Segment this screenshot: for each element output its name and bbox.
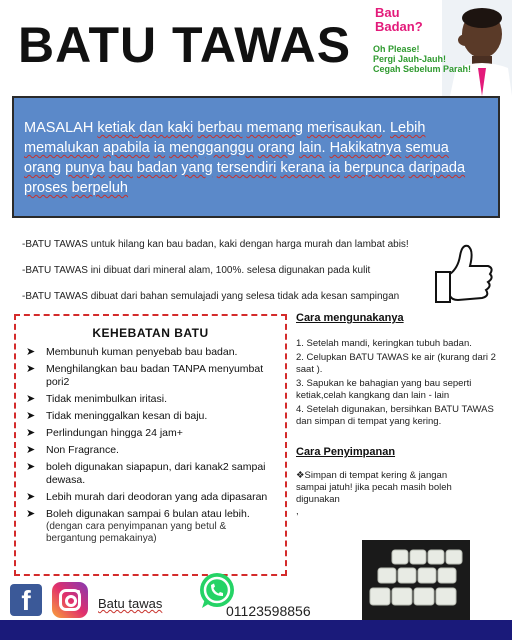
- social-handle: Batu tawas: [98, 596, 163, 611]
- list-item: ➤ Non Fragrance.: [26, 444, 119, 456]
- usage-step: 3. Sapukan ke bahagian yang bau seperti ketiak,celah kangkang dan lain - lain: [296, 378, 472, 401]
- list-item: ➤ Menghilangkan bau badan TANPA menyumbat pori2: [26, 363, 264, 388]
- intro-word: proses: [24, 180, 68, 196]
- soap-photo-icon: [362, 540, 470, 620]
- intro-box: [12, 96, 500, 218]
- footer-bar: [0, 620, 512, 640]
- intro-word: tersendiri: [216, 160, 277, 176]
- intro-word: mengganggu: [169, 140, 254, 156]
- ad-banner: [365, 0, 512, 96]
- intro-word: bau: [108, 160, 133, 176]
- intro-word: MASALAH: [24, 120, 98, 136]
- benefit-line-3: -BATU TAWAS dibuat dari bahan semulajadi yang selesa tidak ada kesan sampingan: [22, 291, 400, 302]
- ad-tagline: [373, 44, 471, 74]
- storage-section: [296, 446, 506, 518]
- intro-word: ia: [153, 140, 166, 156]
- storage-heading: Cara Penyimpanan: [296, 446, 396, 458]
- usage-steps: [296, 338, 506, 428]
- arrow-bullet-icon: ➤: [26, 491, 36, 503]
- arrow-bullet-icon: ➤: [26, 461, 36, 473]
- intro-word: orang: [257, 140, 295, 156]
- usage-heading: Cara mengunakanya: [296, 312, 404, 324]
- intro-word: memang: [246, 120, 303, 136]
- intro-word: memalukan: [24, 140, 99, 156]
- intro-word: kerana: [280, 160, 325, 176]
- instagram-lens: [65, 595, 77, 607]
- usage-section: [296, 312, 506, 428]
- intro-word: .: [321, 140, 330, 156]
- list-item: ➤ Tidak meninggalkan kesan di baju.: [26, 410, 208, 422]
- benefits-note: (dengan cara penyimpanan yang betul & bergantung pemakainya): [46, 521, 227, 544]
- benefits-list: [24, 346, 277, 545]
- ad-question-line1: Bau: [375, 5, 400, 20]
- intro-word: punya: [65, 160, 105, 176]
- intro-word: semua: [405, 140, 449, 156]
- list-item: ➤ boleh digunakan siapapun, dari kanak2 sampai dewasa.: [26, 461, 266, 486]
- list-item: ➤ Lebih murah dari deodoran yang ada dipasaran: [26, 491, 268, 503]
- usage-step: 1. Setelah mandi, keringkan tubuh badan.: [296, 338, 472, 349]
- instagram-icon[interactable]: [52, 582, 88, 618]
- list-item: ➤ Tidak menimbulkan iritasi.: [26, 393, 167, 405]
- intro-word: berpunca: [344, 160, 405, 176]
- storage-trailing: ,: [296, 506, 299, 517]
- intro-word: ia: [328, 160, 341, 176]
- ad-tagline-line3: Cegah Sebelum Parah!: [373, 64, 472, 74]
- intro-word: apabila: [102, 140, 150, 156]
- intro-word: merisaukan: [306, 120, 382, 136]
- intro-word: berpeluh: [71, 180, 128, 196]
- storage-text: ❖Simpan di tempat kering & jangan sampai jatuh! jika pecah masih boleh digunakan: [296, 470, 452, 505]
- ad-question-line2: Badan?: [375, 19, 423, 34]
- intro-word: .: [381, 120, 390, 136]
- arrow-bullet-icon: ➤: [26, 410, 36, 422]
- arrow-bullet-icon: ➤: [26, 363, 36, 375]
- list-item: ➤ Boleh digunakan sampai 6 bulan atau lebih. (dengan cara penyimpanan yang betul & bergantung pemakainya): [24, 508, 277, 545]
- arrow-bullet-icon: ➤: [26, 444, 36, 456]
- ad-tagline-line2: Pergi Jauh-Jauh!: [373, 54, 447, 64]
- arrow-bullet-icon: ➤: [26, 393, 36, 405]
- benefit-line-2: -BATU TAWAS ini dibuat dari mineral alam, 100%. selesa digunakan pada kulit: [22, 265, 371, 276]
- page-title: BATU TAWAS: [18, 17, 352, 73]
- intro-word: Lebih: [389, 120, 426, 136]
- intro-word: yang: [181, 160, 213, 176]
- usage-step: 2. Celupkan BATU TAWAS ke air (kurang dari 2 saat ).: [296, 352, 496, 375]
- intro-text: [24, 118, 488, 198]
- instagram-flash: [77, 590, 80, 593]
- intro-word: kaki: [167, 120, 194, 136]
- intro-word: lain: [298, 140, 322, 156]
- thumbs-up-icon: [428, 238, 498, 308]
- ad-tagline-line1: Oh Please!: [373, 44, 420, 54]
- intro-word: badan: [136, 160, 178, 176]
- benefit-line-1: -BATU TAWAS untuk hilang kan bau badan, kaki dengan harga murah dan lambat abis!: [22, 239, 409, 250]
- intro-word: dan: [135, 120, 168, 136]
- intro-word: orang: [24, 160, 62, 176]
- intro-word: Hakikatnya: [329, 140, 402, 156]
- usage-step: 4. Setelah digunakan, bersihkan BATU TAWAS dan simpan di tempat yang kering.: [296, 404, 494, 427]
- intro-word: berbau: [197, 120, 243, 136]
- ad-question: [375, 6, 423, 34]
- arrow-bullet-icon: ➤: [26, 508, 36, 520]
- benefits-box: [14, 314, 287, 576]
- list-item: ➤ Perlindungan hingga 24 jam+: [26, 427, 183, 439]
- intro-word: daripada: [408, 160, 466, 176]
- arrow-bullet-icon: ➤: [26, 346, 36, 358]
- phone-number: 01123598856: [226, 603, 311, 619]
- arrow-bullet-icon: ➤: [26, 427, 36, 439]
- facebook-icon[interactable]: f: [10, 584, 42, 616]
- intro-word: ketiak: [97, 120, 136, 136]
- list-item: ➤ Membunuh kuman penyebab bau badan.: [26, 346, 238, 358]
- benefits-title: KEHEBATAN BATU: [92, 326, 209, 340]
